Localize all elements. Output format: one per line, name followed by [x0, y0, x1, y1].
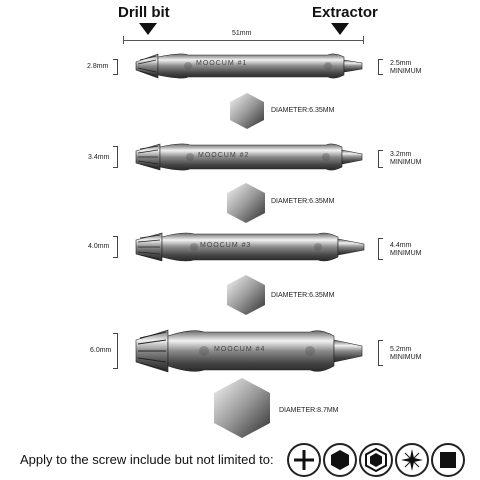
apply-text: Apply to the screw include but not limited to:	[20, 452, 274, 467]
bit-2-extractor-size: 3.2mm	[390, 151, 412, 158]
bit-1-image	[132, 46, 366, 86]
bit-3-hex-cross-section	[225, 274, 267, 316]
bit-4-drill-size: 6.0mm	[90, 347, 112, 354]
bit-1-drill-size: 2.8mm	[87, 63, 109, 70]
length-label: 51mm	[232, 30, 252, 37]
bit-4-hex-cross-section	[211, 377, 273, 439]
bit-1-hex-cross-section	[228, 92, 266, 130]
bit-4-left-bracket	[113, 333, 118, 369]
bit-4-extractor-size: 5.2mm	[390, 346, 412, 353]
bit-4-extractor-size-block	[390, 346, 422, 362]
bit-1-extractor-note: MINIMUM	[390, 68, 422, 75]
drill-arrow-icon	[139, 23, 157, 35]
bit-4-engraving: MOOCUM #4	[214, 346, 266, 353]
bit-2-hex-cross-section	[225, 182, 267, 224]
bit-3-engraving: MOOCUM #3	[200, 242, 252, 249]
extractor-label: Extractor	[312, 4, 378, 21]
bit-1-engraving: MOOCUM #1	[196, 60, 248, 67]
bit-2-extractor-size-block	[390, 151, 422, 167]
length-dimension-line	[123, 40, 363, 41]
bit-2-right-bracket	[378, 150, 383, 168]
torx-screw-icon	[395, 443, 429, 477]
bit-2-extractor-note: MINIMUM	[390, 159, 422, 166]
bit-1-left-bracket	[113, 59, 118, 75]
bit-1-diameter: DIAMETER:6.35MM	[271, 107, 335, 114]
extractor-arrow-icon	[331, 23, 349, 35]
hex-socket-screw-icon	[359, 443, 393, 477]
length-tick-right	[363, 36, 364, 44]
bit-4-diameter: DIAMETER:8.7MM	[279, 407, 339, 414]
bit-1-extractor-size-block	[390, 60, 422, 76]
hex-screw-icon	[323, 443, 357, 477]
bit-4-right-bracket	[378, 340, 383, 366]
bit-3-extractor-note: MINIMUM	[390, 250, 422, 257]
bit-3-diameter: DIAMETER:6.35MM	[271, 292, 335, 299]
bit-3-extractor-size-block	[390, 242, 422, 258]
bit-3-left-bracket	[113, 236, 118, 258]
bit-2-diameter: DIAMETER:6.35MM	[271, 198, 335, 205]
bit-2-drill-size: 3.4mm	[88, 154, 110, 161]
drill-bit-label: Drill bit	[118, 4, 170, 21]
bit-1-extractor-size: 2.5mm	[390, 60, 412, 67]
square-screw-icon	[431, 443, 465, 477]
bit-4-extractor-note: MINIMUM	[390, 354, 422, 361]
phillips-screw-icon	[287, 443, 321, 477]
bit-3-extractor-size: 4.4mm	[390, 242, 412, 249]
length-tick-left	[123, 36, 124, 44]
bit-2-left-bracket	[113, 146, 118, 168]
bit-3-drill-size: 4.0mm	[88, 243, 110, 250]
bit-1-right-bracket	[378, 59, 383, 75]
bit-2-engraving: MOOCUM #2	[198, 152, 250, 159]
bit-3-right-bracket	[378, 238, 383, 260]
